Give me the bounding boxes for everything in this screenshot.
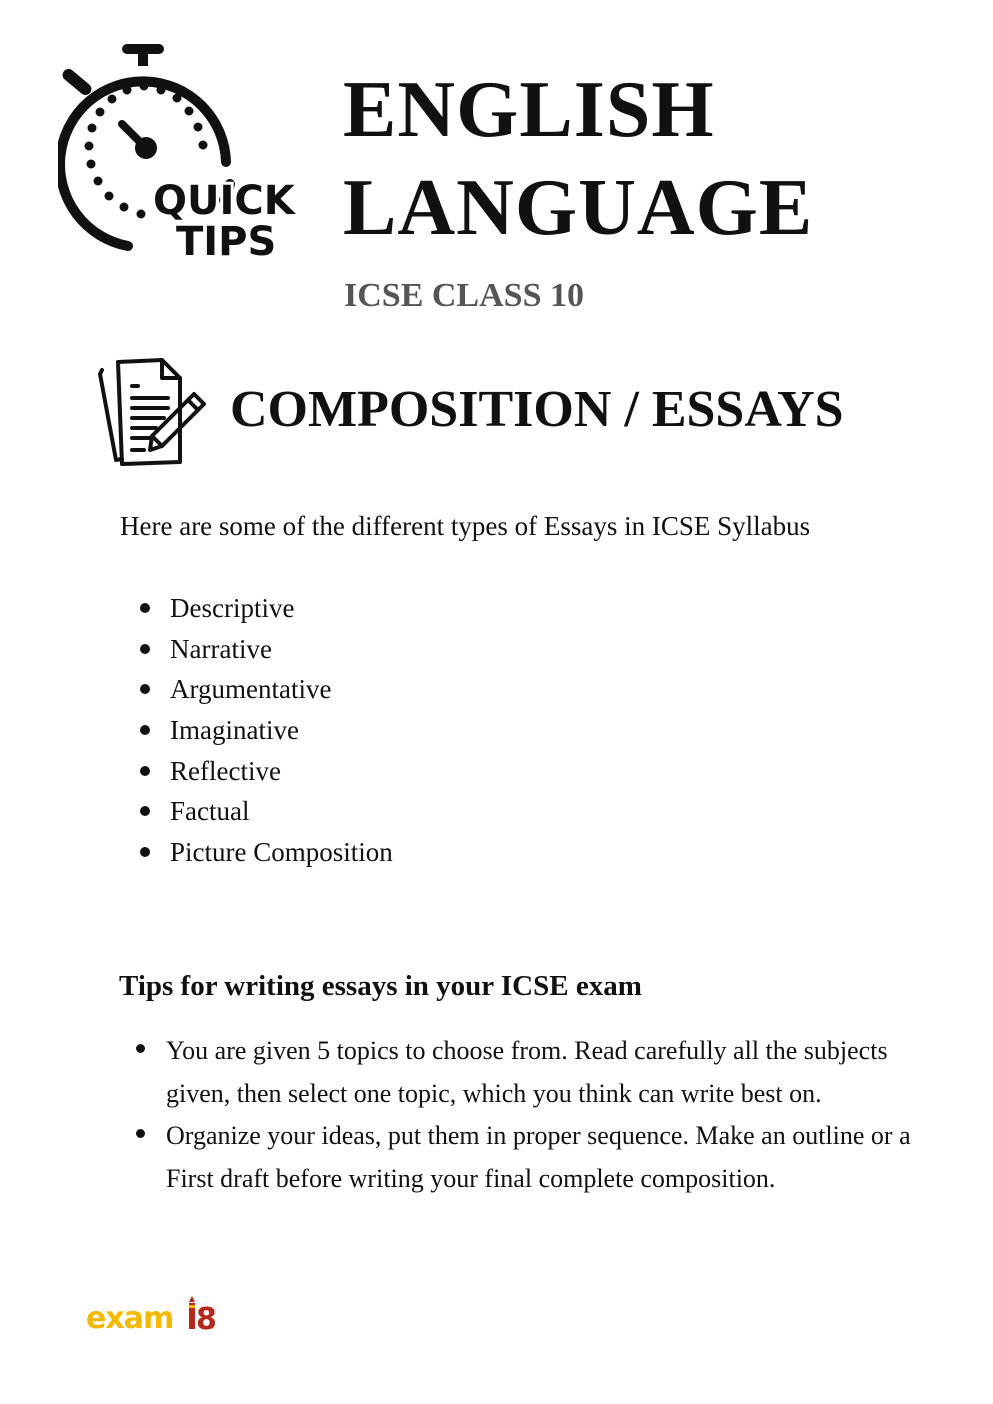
list-item [138, 834, 393, 875]
essay-type-label: Narrative [170, 633, 272, 664]
title-line-english: ENGLISH [343, 66, 715, 154]
bullet-icon [140, 766, 150, 776]
list-item [134, 1115, 914, 1200]
bullet-icon [140, 806, 150, 816]
list-item [138, 712, 393, 753]
bullet-icon [136, 1044, 145, 1053]
svg-text:exam: exam [86, 1301, 174, 1336]
bullet-icon [140, 684, 150, 694]
svg-text:QUICK: QUICK [153, 178, 295, 224]
list-item [138, 631, 393, 672]
list-item [138, 671, 393, 712]
tip-text: Organize your ideas, put them in proper sequence. Make an outline or a First draft before writing your final complete composition. [166, 1121, 911, 1193]
tips-list [134, 1030, 914, 1200]
bullet-icon [136, 1129, 145, 1138]
bullet-icon [140, 644, 150, 654]
essay-type-label: Picture Composition [170, 837, 393, 868]
bullet-icon [140, 725, 150, 735]
section-title: COMPOSITION / ESSAYS [230, 381, 844, 438]
bullet-icon [140, 847, 150, 857]
intro-text: Here are some of the different types of Essays in ICSE Syllabus [120, 511, 811, 541]
essay-type-label: Imaginative [170, 715, 299, 746]
essay-type-label: Factual [170, 796, 250, 827]
tip-text: You are given 5 topics to choose from. Read carefully all the subjects given, then select one topic, which you think can write best on. [166, 1036, 888, 1108]
list-item [134, 1030, 914, 1115]
document-pencil-icon [92, 352, 212, 470]
title-line-language: LANGUAGE [343, 164, 814, 252]
svg-text:8: 8 [196, 1302, 217, 1336]
page-subtitle: ICSE CLASS 10 [344, 277, 584, 314]
list-item [138, 793, 393, 834]
list-item [138, 590, 393, 631]
svg-text:TIPS: TIPS [176, 219, 277, 264]
quick-tips-stopwatch-icon [58, 42, 298, 264]
tips-heading: Tips for writing essays in your ICSE exam [119, 970, 642, 1002]
bullet-icon [140, 603, 150, 613]
essay-type-label: Descriptive [170, 593, 295, 623]
essay-type-label: Reflective [170, 755, 281, 786]
list-item [138, 753, 393, 794]
essay-types-list [138, 590, 393, 875]
essay-type-label: Argumentative [170, 674, 332, 705]
exam18-logo [86, 1296, 226, 1336]
pencil-icon [189, 1296, 195, 1329]
